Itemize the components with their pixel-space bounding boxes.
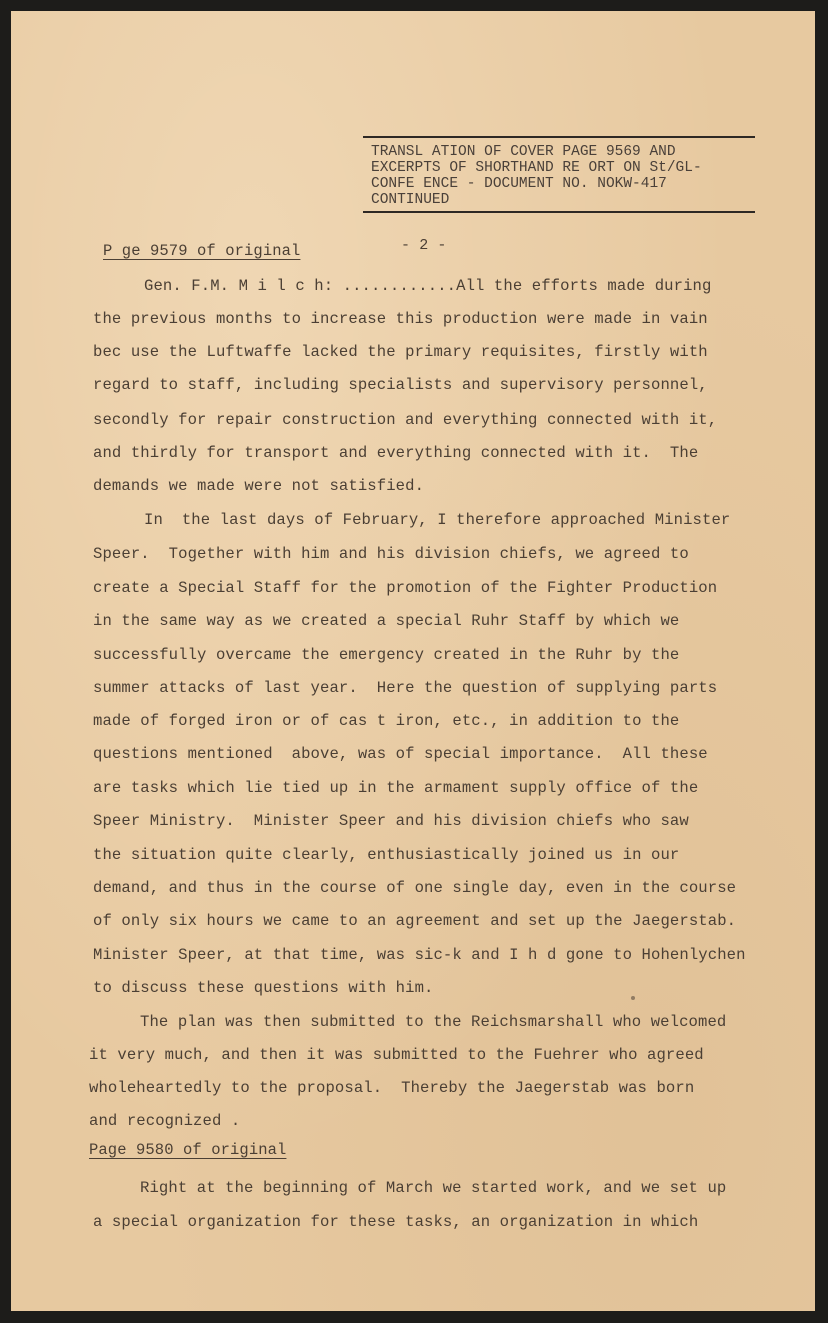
body-line: Right at the beginning of March we started work, and we set up (140, 1179, 727, 1197)
translation-header (363, 136, 755, 213)
body-line: The plan was then submitted to the Reichsmarshall who welcomed (140, 1013, 727, 1031)
body-line: it very much, and then it was submitted to the Fuehrer who agreed (89, 1046, 704, 1064)
body-line: made of forged iron or of cas t iron, etc., in addition to the (93, 712, 680, 730)
body-line: Speer. Together with him and his division chiefs, we agreed to (93, 545, 689, 563)
body-line: summer attacks of last year. Here the question of supplying parts (93, 679, 718, 697)
page-number: - 2 - (401, 237, 447, 254)
section-heading: P ge 9579 of original (103, 242, 301, 260)
body-line: and recognized . (89, 1112, 241, 1130)
header-line: TRANSL ATION OF COVER PAGE 9569 AND (371, 144, 676, 160)
body-line: In the last days of February, I therefore approached Minister (144, 511, 731, 529)
body-line: and thirdly for transport and everything connected with it. The (93, 444, 699, 462)
body-line: successfully overcame the emergency created in the Ruhr by the (93, 646, 680, 664)
body-line: demand, and thus in the course of one single day, even in the course (93, 879, 737, 897)
body-line: Gen. F.M. M i l c h: ............All the efforts made during (144, 277, 712, 295)
header-line: CONFE ENCE - DOCUMENT NO. NOKW-417 (371, 176, 667, 192)
document-page (11, 11, 815, 1311)
body-line: questions mentioned above, was of special importance. All these (93, 745, 708, 763)
body-line: bec use the Luftwaffe lacked the primary requisites, firstly with (93, 343, 708, 361)
body-line: the situation quite clearly, enthusiastically joined us in our (93, 846, 680, 864)
body-line: regard to staff, including specialists and supervisory personnel, (93, 376, 708, 394)
body-line: are tasks which lie tied up in the armament supply office of the (93, 779, 699, 797)
header-line: EXCERPTS OF SHORTHAND RE ORT ON St/GL- (371, 160, 702, 176)
section-heading: Page 9580 of original (89, 1141, 287, 1159)
body-line: wholeheartedly to the proposal. Thereby the Jaegerstab was born (89, 1079, 695, 1097)
body-line: demands we made were not satisfied. (93, 477, 425, 495)
body-line: the previous months to increase this production were made in vain (93, 310, 708, 328)
body-line: create a Special Staff for the promotion of the Fighter Production (93, 579, 718, 597)
body-line: in the same way as we created a special Ruhr Staff by which we (93, 612, 680, 630)
body-line: Speer Ministry. Minister Speer and his division chiefs who saw (93, 812, 689, 830)
ink-speck (631, 996, 635, 1000)
body-line: a special organization for these tasks, an organization in which (93, 1213, 699, 1231)
body-line: of only six hours we came to an agreement and set up the Jaegerstab. (93, 912, 737, 930)
body-line: to discuss these questions with him. (93, 979, 434, 997)
body-line: Minister Speer, at that time, was sic-k and I h d gone to Hohenlychen (93, 946, 746, 964)
body-line: secondly for repair construction and everything connected with it, (93, 411, 718, 429)
header-line: CONTINUED (371, 192, 450, 208)
